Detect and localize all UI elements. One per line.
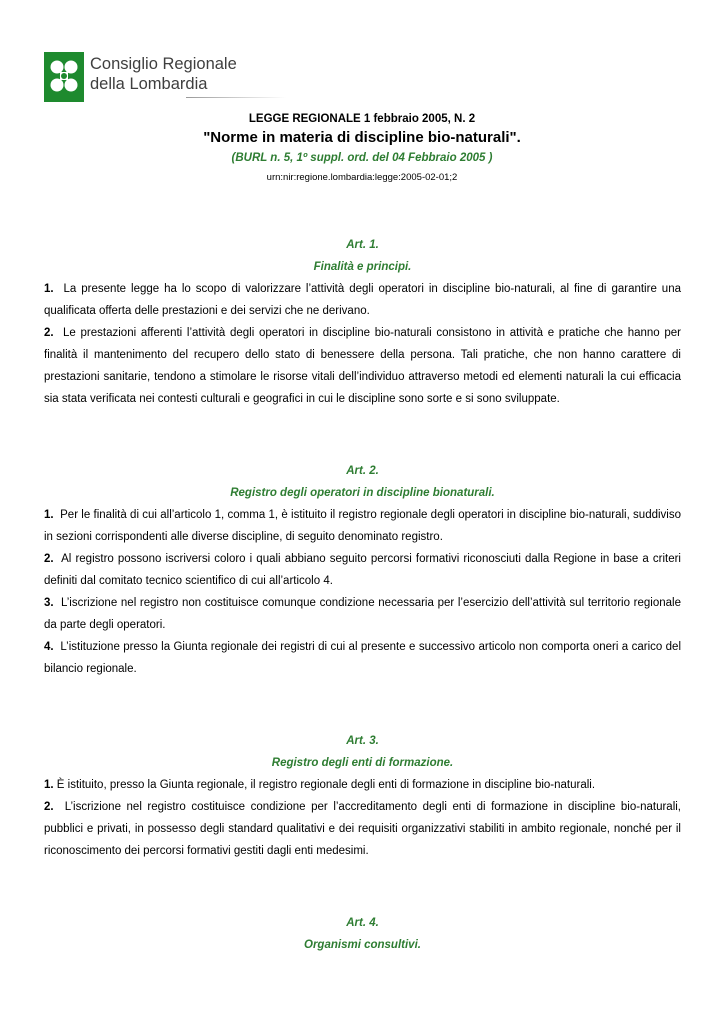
law-reference: LEGGE REGIONALE 1 febbraio 2005, N. 2: [248, 113, 476, 125]
logo: [44, 52, 264, 104]
logo-underline: [186, 97, 286, 98]
article-3: [44, 730, 681, 862]
paragraph: 1. La presente legge ha lo scopo di valorizzare l’attività degli operatori in discipline bio-naturali, al fine di garantire una qualificata offerta delle prestazioni e dei servizi che ne derivano.: [44, 283, 681, 317]
paragraph: 2. Al registro possono iscriversi coloro i quali abbiano seguito percorsi formativi riconosciuti dalla Regione in base a criteri definiti dal comitato tecnico scientifico di cui all’articolo 4.: [44, 553, 681, 587]
article-number: Art. 3.: [346, 735, 379, 747]
article-number: Art. 4.: [346, 917, 379, 929]
article-1: [44, 234, 681, 410]
document-body: [44, 234, 681, 956]
article-number: Art. 1.: [346, 239, 379, 251]
article-4: [44, 912, 681, 956]
urn-identifier: urn:nir:regione.lombardia:legge:2005-02-01;2: [266, 172, 458, 183]
document-header: [0, 112, 724, 185]
article-title: Organismi consultivi.: [304, 939, 421, 951]
logo-line2: della Lombardia: [90, 75, 208, 93]
paragraph: 4. L’istituzione presso la Giunta regionale dei registri di cui al presente e successivo articolo non comporta oneri a carico del bilancio regionale.: [44, 641, 682, 675]
paragraph: 1. È istituito, presso la Giunta regionale, il registro regionale degli enti di formazione in discipline bio-naturali.: [44, 779, 596, 791]
paragraph: 2. Le prestazioni afferenti l’attività degli operatori in discipline bio-naturali consistono in attività e pratiche che hanno per finalità il mantenimento del recupero dello stato di benessere della persona. Tali pratiche, che non hanno carattere di prestazioni sanitarie, tendono a stimolare le risorse vitali dell’individuo attraverso metodi ed elementi naturali la cui efficacia sia stata verificata nei contesti culturali e geografici in cui le discipline sono sorte e si sono sviluppate.: [44, 327, 682, 405]
paragraph: 1. Per le finalità di cui all’articolo 1, comma 1, è istituito il registro regionale degli operatori in discipline bio-naturali, suddiviso in sezioni corrispondenti alle diverse discipline, di seguito denominato registro.: [44, 509, 681, 543]
article-number: Art. 2.: [346, 465, 379, 477]
logo-text: [90, 54, 237, 94]
article-title: Registro degli enti di formazione.: [271, 757, 454, 769]
article-title: Finalità e principi.: [313, 261, 412, 273]
document-title: "Norme in materia di discipline bio-naturali".: [203, 129, 521, 146]
paragraph: 2. L’iscrizione nel registro costituisce condizione per l’accreditamento degli enti di formazione in discipline bio-naturali, pubblici e privati, in possesso degli standard qualitativi e dei requisiti organizzativi stabiliti in ambito regionale, nonché per il riconoscimento dei percorsi formativi gestiti dagli enti medesimi.: [44, 801, 681, 857]
article-title: Registro degli operatori in discipline bionaturali.: [230, 487, 495, 499]
logo-line1: Consiglio Regionale: [90, 55, 237, 73]
paragraph: 3. L’iscrizione nel registro non costituisce comunque condizione necessaria per l’esercizio dell’attività sul territorio regionale da parte degli operatori.: [44, 597, 681, 631]
burl-reference: (BURL n. 5, 1º suppl. ord. del 04 Febbraio 2005 ): [231, 152, 493, 164]
article-2: [44, 460, 681, 680]
lombardia-logo-icon: [44, 52, 84, 102]
